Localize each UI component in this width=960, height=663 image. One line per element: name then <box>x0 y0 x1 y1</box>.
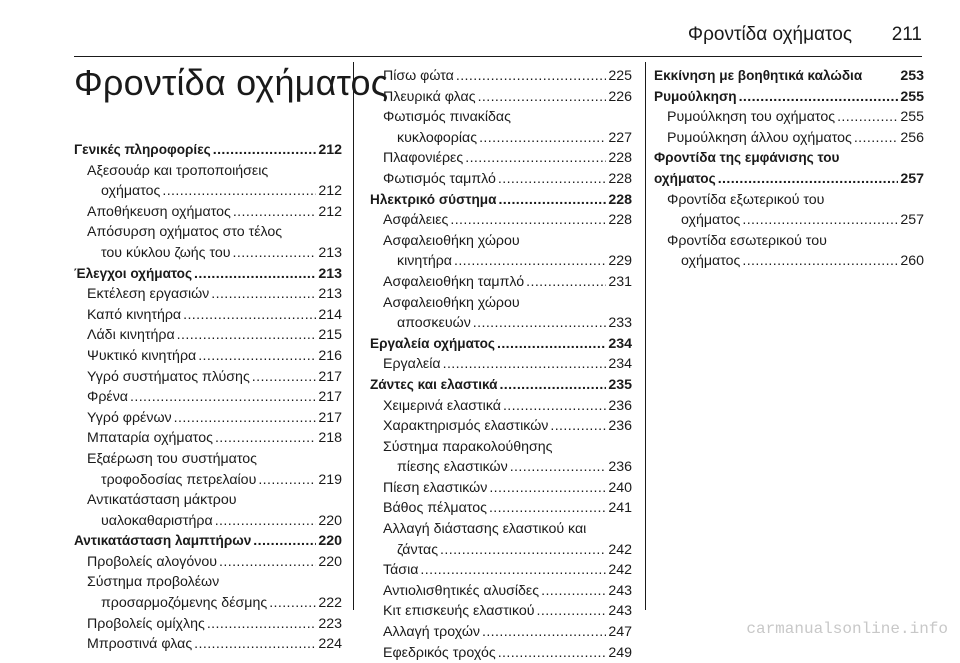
toc-entry <box>370 190 632 211</box>
toc-page-number: 257 <box>900 212 924 229</box>
toc-entry <box>370 540 632 561</box>
toc-column-1 <box>74 140 342 655</box>
toc-page-number: 227 <box>608 129 632 146</box>
toc-page-number: 226 <box>608 88 632 105</box>
toc-entry <box>74 181 342 202</box>
toc-entry <box>74 264 342 285</box>
toc-page-number: 243 <box>608 603 632 620</box>
toc-entry-text: Χαρακτηρισμός ελαστικών <box>383 418 549 435</box>
toc-page-number: 234 <box>608 335 632 352</box>
toc-entry-text: Γενικές πληροφορίες <box>74 142 211 157</box>
toc-leader-dots <box>420 560 606 581</box>
toc-page-number: 255 <box>900 88 924 105</box>
toc-leader-dots <box>742 251 898 272</box>
toc-leader-dots <box>541 581 606 602</box>
toc-page-number: 228 <box>608 170 632 187</box>
toc-leader-dots <box>497 334 606 355</box>
toc-entry <box>370 396 632 417</box>
toc-column-2 <box>370 66 632 663</box>
toc-entry <box>370 560 632 581</box>
toc-leader-dots <box>479 128 606 149</box>
toc-leader-dots <box>198 346 316 367</box>
toc-entry-text: Ρυμούλκηση <box>654 88 737 104</box>
running-header-title: Φροντίδα οχήματος <box>687 24 852 45</box>
toc-page-number: 214 <box>318 306 342 323</box>
toc-entry <box>74 387 342 408</box>
toc-page-number: 242 <box>608 541 632 558</box>
toc-entry <box>74 511 342 532</box>
toc-entry <box>370 622 632 643</box>
toc-entry <box>74 284 342 305</box>
toc-page-number: 233 <box>608 315 632 332</box>
toc-entry <box>654 107 924 128</box>
toc-entry-text: Φροντίδα εσωτερικού του <box>667 232 827 249</box>
toc-entry <box>370 457 632 478</box>
toc-entry <box>370 643 632 663</box>
toc-entry-text: Υγρό φρένων <box>87 409 172 426</box>
toc-page-number: 257 <box>900 170 924 187</box>
toc-leader-dots <box>215 511 317 532</box>
toc-entry-text: Υγρό συστήματος πλύσης <box>87 368 250 385</box>
toc-entry <box>74 552 342 573</box>
toc-entry-text: Ρυμούλκηση του οχήματος <box>667 109 836 126</box>
toc-entry <box>370 148 632 169</box>
toc-entry-text: οχήματος <box>101 183 161 200</box>
toc-page-number: 249 <box>608 644 632 661</box>
toc-entry <box>370 601 632 622</box>
toc-leader-dots <box>499 375 606 396</box>
toc-entry <box>74 490 342 511</box>
toc-entry-text: Αλλαγή διάστασης ελαστικού και <box>383 521 587 538</box>
toc-entry <box>74 325 342 346</box>
toc-entry-text: οχήματος <box>654 170 716 186</box>
toc-entry-text: Εφεδρικός τροχός <box>383 644 496 661</box>
toc-entry-text: Ασφάλειες <box>383 212 449 229</box>
toc-page-number: 215 <box>318 327 342 344</box>
toc-entry <box>370 251 632 272</box>
toc-entry-text: Πίεση ελαστικών <box>383 479 488 496</box>
toc-entry <box>74 593 342 614</box>
toc-leader-dots <box>450 210 606 231</box>
toc-page-number: 217 <box>318 409 342 426</box>
toc-entry <box>370 519 632 540</box>
toc-page-number: 213 <box>318 265 342 282</box>
toc-entry-text: Χειμερινά ελαστικά <box>383 397 501 414</box>
toc-leader-dots <box>742 210 898 231</box>
toc-entry <box>654 231 924 252</box>
toc-entry-text: Αντικατάσταση μάκτρου <box>87 492 237 509</box>
toc-entry <box>370 293 632 314</box>
toc-entry-text: Εξαέρωση του συστήματος <box>87 450 257 467</box>
toc-leader-dots <box>473 313 607 334</box>
toc-entry <box>74 614 342 635</box>
toc-entry <box>370 128 632 149</box>
toc-page-number: 247 <box>608 624 632 641</box>
toc-page-number: 242 <box>608 562 632 579</box>
toc-leader-dots <box>215 428 316 449</box>
toc-entry-text: Ασφαλειοθήκη ταμπλό <box>383 273 525 290</box>
toc-leader-dots <box>837 107 898 128</box>
toc-entry <box>74 202 342 223</box>
toc-leader-dots <box>207 614 317 635</box>
toc-leader-dots <box>194 634 316 655</box>
toc-page-number: 212 <box>318 203 342 220</box>
toc-entry <box>370 107 632 128</box>
toc-page-number: 225 <box>608 68 632 84</box>
toc-entry-text: του κύκλου ζωής του <box>101 244 231 261</box>
toc-entry <box>370 334 632 355</box>
toc-entry <box>370 478 632 499</box>
toc-leader-dots <box>482 622 606 643</box>
toc-page-number: 236 <box>608 397 632 414</box>
toc-entry <box>370 437 632 458</box>
toc-entry-text: Βάθος πέλματος <box>383 500 487 517</box>
toc-leader-dots <box>183 305 316 326</box>
toc-entry <box>74 305 342 326</box>
toc-entry-text: Ζάντες και ελαστικά <box>370 376 498 392</box>
toc-entry <box>370 581 632 602</box>
toc-page-number: 224 <box>318 636 342 653</box>
toc-entry <box>74 346 342 367</box>
toc-leader-dots <box>269 593 316 614</box>
toc-entry-text: Αλλαγή τροχών <box>383 624 480 641</box>
toc-entry <box>370 169 632 190</box>
toc-leader-dots <box>550 416 606 437</box>
toc-leader-dots <box>489 478 606 499</box>
toc-entry-text: κυκλοφορίας <box>397 129 478 146</box>
toc-entry-text: Αποθήκευση οχήματος <box>87 203 231 220</box>
toc-leader-dots <box>177 325 317 346</box>
toc-entry-text: Πλευρικά φλας <box>383 88 476 105</box>
toc-entry <box>74 367 342 388</box>
toc-entry-text: Προβολείς αλογόνου <box>87 553 218 570</box>
toc-entry <box>74 634 342 655</box>
toc-leader-dots <box>194 264 316 285</box>
toc-leader-dots <box>739 87 899 108</box>
toc-page-number: 236 <box>608 459 632 476</box>
toc-entry-text: Ασφαλειοθήκη χώρου <box>383 232 520 249</box>
toc-page-number: 212 <box>318 183 342 200</box>
toc-page-number: 217 <box>318 368 342 385</box>
toc-entry <box>74 161 342 182</box>
toc-page-number: 234 <box>608 356 632 373</box>
toc-leader-dots <box>219 552 316 573</box>
toc-leader-dots <box>440 540 606 561</box>
toc-page-number: 228 <box>608 150 632 167</box>
toc-page-number: 217 <box>318 389 342 406</box>
page-number: 211 <box>891 24 922 45</box>
toc-entry <box>74 531 342 552</box>
toc-leader-dots <box>854 128 898 149</box>
toc-entry-text: Ρυμούλκηση άλλου οχήματος <box>667 129 852 146</box>
toc-entry <box>370 210 632 231</box>
toc-page-number: 229 <box>608 253 632 270</box>
toc-entry <box>370 354 632 375</box>
toc-entry <box>370 87 632 108</box>
toc-leader-dots <box>526 272 606 293</box>
toc-page-number: 236 <box>608 418 632 435</box>
toc-entry <box>74 470 342 491</box>
toc-entry <box>74 428 342 449</box>
toc-page-number: 256 <box>900 129 924 146</box>
toc-page-number: 218 <box>318 430 342 447</box>
toc-page-number: 241 <box>608 500 632 517</box>
toc-leader-dots <box>503 396 606 417</box>
toc-entry <box>74 222 342 243</box>
toc-entry-text: κινητήρα <box>397 253 452 270</box>
toc-entry <box>74 449 342 470</box>
toc-entry-text: Πίσω φώτα <box>383 68 454 84</box>
toc-leader-dots <box>454 251 606 272</box>
toc-leader-dots <box>253 531 316 552</box>
toc-entry <box>370 375 632 396</box>
toc-entry <box>370 66 632 87</box>
toc-leader-dots <box>258 470 316 491</box>
chapter-title: Φροντίδα οχήματος <box>74 62 389 103</box>
toc-page-number: 243 <box>608 582 632 599</box>
toc-entry-text: Σύστημα προβολέων <box>87 574 220 591</box>
toc-leader-dots <box>162 181 316 202</box>
toc-entry-text: Σύστημα παρακολούθησης <box>383 438 553 455</box>
toc-entry-text: Εργαλεία οχήματος <box>370 335 495 351</box>
toc-page-number: 240 <box>608 479 632 496</box>
toc-page-number: 220 <box>318 533 342 550</box>
toc-leader-dots <box>174 408 317 429</box>
toc-leader-dots <box>498 169 606 190</box>
toc-entry-text: Μπροστινά φλας <box>87 636 193 653</box>
header-rule <box>74 56 922 57</box>
toc-entry-text: Καπό κινητήρα <box>87 306 182 323</box>
toc-leader-dots <box>489 498 606 519</box>
toc-entry-text: υαλοκαθαριστήρα <box>101 512 213 529</box>
toc-entry-text: Μπαταρία οχήματος <box>87 430 213 447</box>
column-divider-2 <box>645 62 646 610</box>
toc-page-number: 219 <box>318 471 342 488</box>
toc-leader-dots <box>211 284 316 305</box>
toc-entry-text: Εργαλεία <box>383 356 441 373</box>
toc-page-number: 220 <box>318 553 342 570</box>
toc-page-number: 222 <box>318 595 342 612</box>
toc-entry-text: πίεσης ελαστικών <box>397 459 508 476</box>
toc-entry-text: αποσκευών <box>397 315 471 332</box>
toc-entry-text: Προβολείς ομίχλης <box>87 615 205 632</box>
toc-leader-dots <box>718 169 899 190</box>
toc-entry-text: Λάδι κινητήρα <box>87 327 175 344</box>
toc-page-number: 220 <box>318 512 342 529</box>
toc-entry-text: Τάσια <box>383 562 419 579</box>
toc-leader-dots <box>443 354 607 375</box>
toc-leader-dots <box>233 243 317 264</box>
toc-entry-text: Ψυκτικό κινητήρα <box>87 347 197 364</box>
toc-leader-dots <box>478 87 607 108</box>
toc-entry-text: Αντικατάσταση λαμπτήρων <box>74 533 252 549</box>
toc-page-number: 255 <box>900 109 924 126</box>
toc-page-number: 223 <box>318 615 342 632</box>
toc-entry-text: Φροντίδα εξωτερικού του <box>667 191 825 208</box>
toc-entry-text: Ηλεκτρικό σύστημα <box>370 191 497 207</box>
toc-entry <box>74 243 342 264</box>
toc-entry <box>370 272 632 293</box>
toc-leader-dots <box>537 601 607 622</box>
toc-entry-text: Φωτισμός πινακίδας <box>383 109 511 126</box>
toc-entry <box>654 87 924 108</box>
toc-entry-text: Φροντίδα της εμφάνισης του <box>654 150 840 166</box>
toc-entry-text: τροφοδοσίας πετρελαίου <box>101 471 257 488</box>
toc-entry-text: Ασφαλειοθήκη χώρου <box>383 294 520 311</box>
toc-entry <box>370 416 632 437</box>
toc-entry <box>370 498 632 519</box>
toc-entry <box>654 190 924 211</box>
toc-page-number: 260 <box>900 253 924 270</box>
toc-entry <box>654 66 924 87</box>
toc-page-number: 212 <box>318 142 342 158</box>
toc-leader-dots <box>213 140 317 161</box>
toc-entry <box>370 313 632 334</box>
toc-entry-text: Κιτ επισκευής ελαστικού <box>383 603 535 620</box>
toc-entry <box>654 251 924 272</box>
toc-entry-text: Απόσυρση οχήματος στο τέλος <box>87 224 283 241</box>
toc-entry-text: οχήματος <box>681 253 741 270</box>
toc-leader-dots <box>456 66 606 87</box>
toc-leader-dots <box>498 643 607 663</box>
toc-leader-dots <box>510 457 607 478</box>
column-divider-1 <box>353 62 354 610</box>
toc-entry <box>74 408 342 429</box>
toc-page-number: 216 <box>318 347 342 364</box>
toc-page-number: 213 <box>318 244 342 261</box>
toc-entry <box>654 148 924 169</box>
toc-entry <box>654 169 924 190</box>
watermark: carmanualsonline.info <box>746 620 948 638</box>
toc-column-3 <box>654 66 924 272</box>
toc-entry <box>74 572 342 593</box>
toc-leader-dots <box>465 148 606 169</box>
toc-entry <box>370 231 632 252</box>
toc-entry <box>74 140 342 161</box>
toc-page-number: 213 <box>318 286 342 303</box>
toc-page-number: 228 <box>608 191 632 208</box>
toc-entry-text: Αντιολισθητικές αλυσίδες <box>383 582 540 599</box>
toc-page-number: 231 <box>608 273 632 290</box>
toc-entry <box>654 128 924 149</box>
toc-entry-text: οχήματος <box>681 212 741 229</box>
toc-leader-dots <box>233 202 316 223</box>
toc-leader-dots <box>130 387 316 408</box>
toc-entry-text: Φωτισμός ταμπλό <box>383 170 496 187</box>
toc-leader-dots <box>498 190 606 211</box>
toc-page-number: 253 <box>900 68 924 84</box>
toc-entry-text: προσαρμοζόμενης δέσμης <box>101 595 268 612</box>
toc-entry <box>654 210 924 231</box>
toc-entry-text: Εκτέλεση εργασιών <box>87 286 210 303</box>
toc-page-number: 228 <box>608 212 632 229</box>
toc-entry-text: Αξεσουάρ και τροποποιήσεις <box>87 162 269 179</box>
toc-leader-dots <box>252 367 317 388</box>
toc-entry-text: Φρένα <box>87 389 129 406</box>
toc-entry-text: Εκκίνηση με βοηθητικά καλώδια <box>654 68 863 83</box>
toc-entry-text: Έλεγχοι οχήματος <box>74 265 193 281</box>
toc-page-number: 235 <box>608 376 632 393</box>
toc-entry-text: ζάντας <box>397 541 439 558</box>
toc-entry-text: Πλαφονιέρες <box>383 150 464 167</box>
